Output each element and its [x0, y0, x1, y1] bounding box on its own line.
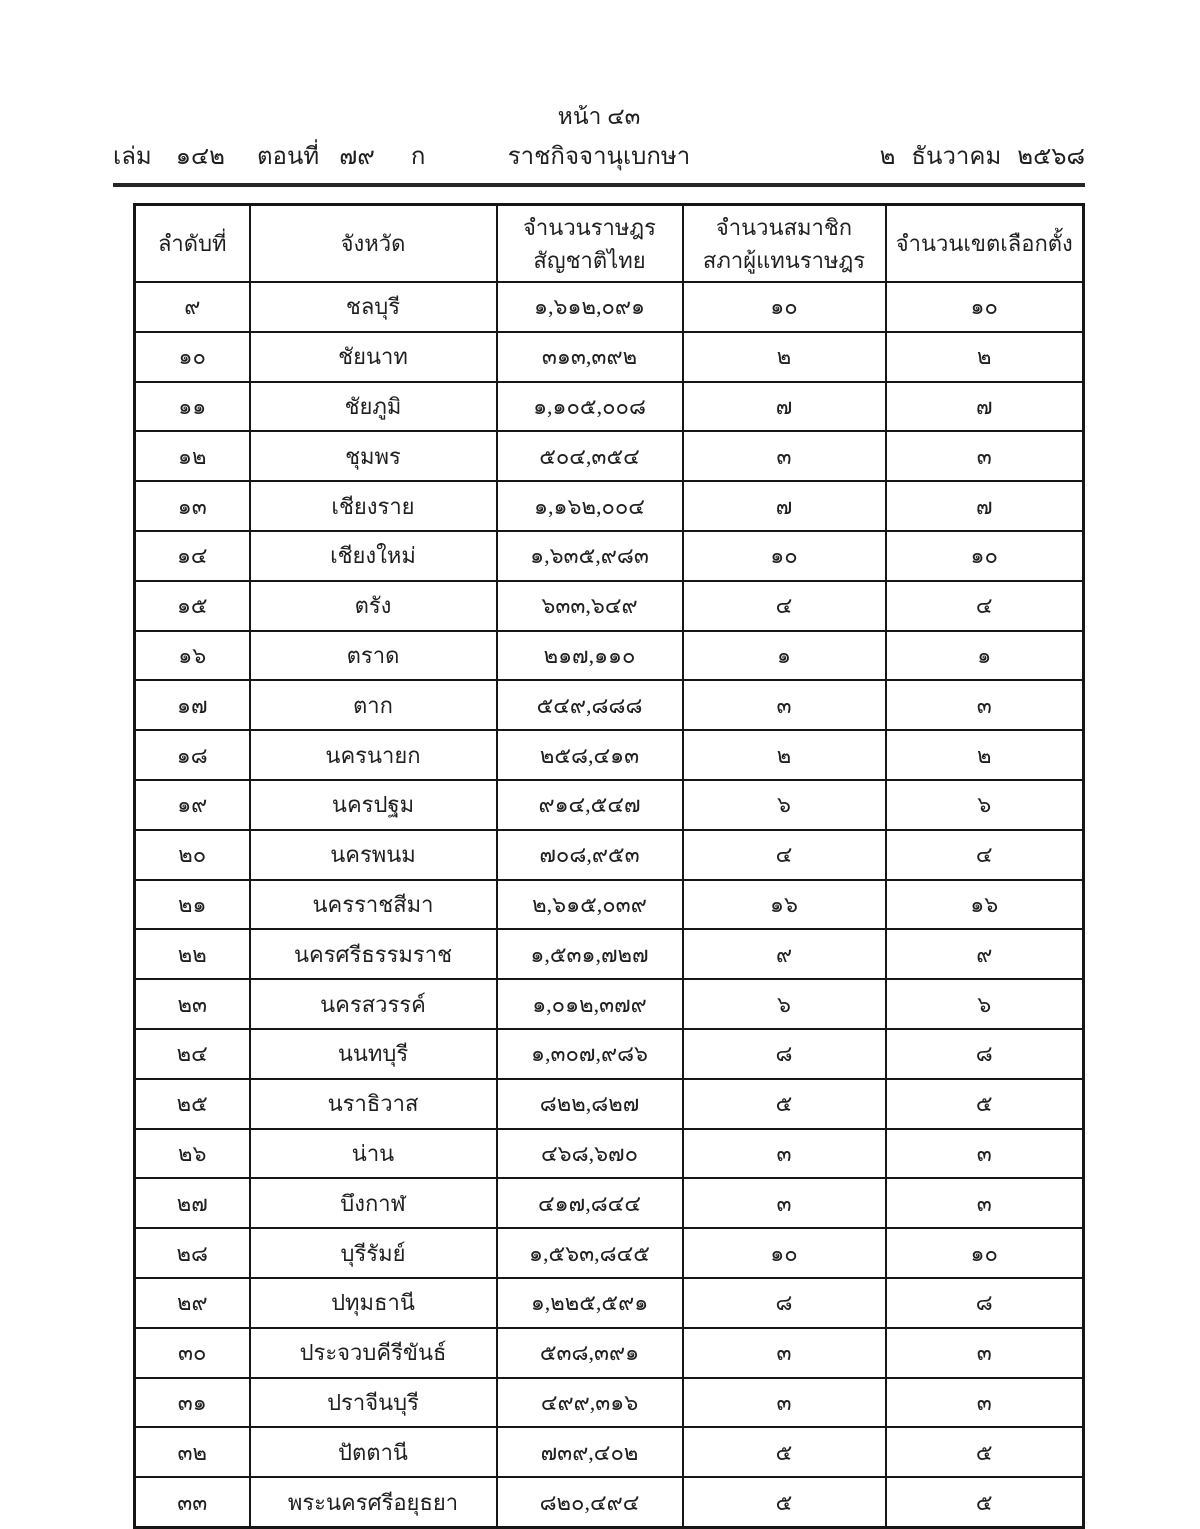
table-row [135, 431, 1084, 481]
cell-province: บุรีรัมย์ [250, 1228, 497, 1278]
volume-label: เล่ม [113, 144, 152, 170]
cell-province: ตรัง [250, 581, 497, 631]
cell-districts: ๓ [886, 680, 1084, 730]
table-row [135, 481, 1084, 531]
cell-province: เชียงใหม่ [250, 531, 497, 581]
cell-districts: ๕ [886, 1427, 1084, 1477]
cell-population: ๑,๕๖๓,๘๔๕ [497, 1228, 683, 1278]
cell-mps: ๑๐ [683, 1228, 886, 1278]
cell-index: ๒๔ [135, 1029, 250, 1079]
column-header-population [497, 205, 683, 283]
table-row [135, 1178, 1084, 1228]
cell-province: ชุมพร [250, 431, 497, 481]
cell-districts: ๙ [886, 929, 1084, 979]
page-number-label: หน้า ๔๓ [557, 104, 641, 129]
cell-index: ๒๙ [135, 1278, 250, 1328]
cell-mps: ๗ [683, 382, 886, 432]
cell-index: ๑๘ [135, 730, 250, 780]
cell-province: นนทบุรี [250, 1029, 497, 1079]
cell-districts: ๓ [886, 1378, 1084, 1428]
table-row [135, 979, 1084, 1029]
volume-part-info [113, 140, 508, 174]
table-row [135, 1378, 1084, 1428]
column-header-population-line1: จำนวนราษฎร [523, 214, 656, 240]
cell-index: ๓๑ [135, 1378, 250, 1428]
cell-index: ๒๓ [135, 979, 250, 1029]
cell-mps: ๕ [683, 1427, 886, 1477]
cell-districts: ๑๖ [886, 880, 1084, 930]
table-row [135, 929, 1084, 979]
cell-population: ๕๓๘,๓๙๑ [497, 1328, 683, 1378]
cell-districts: ๓ [886, 1129, 1084, 1179]
table-row [135, 1427, 1084, 1477]
cell-mps: ๑ [683, 631, 886, 681]
column-header-index: ลำดับที่ [135, 205, 250, 283]
table-header [135, 205, 1084, 283]
cell-index: ๑๔ [135, 531, 250, 581]
volume-number: ๑๔๒ [175, 144, 225, 170]
cell-mps: ๒ [683, 730, 886, 780]
cell-population: ๑,๐๑๒,๓๗๙ [497, 979, 683, 1029]
table-row [135, 581, 1084, 631]
cell-province: ปทุมธานี [250, 1278, 497, 1328]
cell-province: น่าน [250, 1129, 497, 1179]
cell-index: ๑๗ [135, 680, 250, 730]
cell-index: ๒๘ [135, 1228, 250, 1278]
table-row [135, 1129, 1084, 1179]
cell-districts: ๕ [886, 1477, 1084, 1527]
cell-mps: ๓ [683, 680, 886, 730]
cell-districts: ๔ [886, 830, 1084, 880]
gazette-meta-line [113, 140, 1085, 174]
table-row [135, 730, 1084, 780]
cell-population: ๑,๑๖๒,๐๐๔ [497, 481, 683, 531]
cell-population: ๒๑๗,๑๑๐ [497, 631, 683, 681]
cell-mps: ๗ [683, 481, 886, 531]
table-row [135, 282, 1084, 332]
cell-mps: ๑๖ [683, 880, 886, 930]
cell-mps: ๔ [683, 830, 886, 880]
table-row [135, 1278, 1084, 1328]
cell-population: ๗๐๘,๙๕๓ [497, 830, 683, 880]
page-header [113, 100, 1085, 174]
column-header-mps-line2: สภาผู้แทนราษฎร [702, 247, 866, 273]
table-row [135, 680, 1084, 730]
cell-mps: ๓ [683, 1129, 886, 1179]
cell-population: ๒๕๘,๔๑๓ [497, 730, 683, 780]
cell-districts: ๓ [886, 1178, 1084, 1228]
part-number: ๗๙ [339, 144, 375, 170]
cell-population: ๑,๖๓๕,๙๘๓ [497, 531, 683, 581]
cell-population: ๓๑๓,๓๙๒ [497, 332, 683, 382]
cell-districts: ๗ [886, 481, 1084, 531]
table-body [135, 282, 1084, 1527]
cell-mps: ๘ [683, 1029, 886, 1079]
table-row [135, 1228, 1084, 1278]
cell-mps: ๙ [683, 929, 886, 979]
cell-districts: ๒ [886, 730, 1084, 780]
cell-population: ๑,๒๒๕,๕๙๑ [497, 1278, 683, 1328]
cell-index: ๙ [135, 282, 250, 332]
table-row [135, 1029, 1084, 1079]
table-row [135, 780, 1084, 830]
cell-population: ๑,๑๐๕,๐๐๘ [497, 382, 683, 432]
cell-province: บึงกาฬ [250, 1178, 497, 1228]
cell-index: ๒๖ [135, 1129, 250, 1179]
table-row [135, 631, 1084, 681]
cell-province: ตาก [250, 680, 497, 730]
header-divider-rule [113, 183, 1085, 187]
cell-province: ตราด [250, 631, 497, 681]
cell-mps: ๕ [683, 1079, 886, 1129]
cell-mps: ๔ [683, 581, 886, 631]
cell-mps: ๖ [683, 780, 886, 830]
cell-mps: ๑๐ [683, 282, 886, 332]
cell-province: ประจวบคีรีขันธ์ [250, 1328, 497, 1378]
cell-province: นครสวรรค์ [250, 979, 497, 1029]
cell-population: ๕๐๔,๓๕๔ [497, 431, 683, 481]
cell-population: ๖๓๓,๖๔๙ [497, 581, 683, 631]
cell-province: นครปฐม [250, 780, 497, 830]
cell-index: ๑๖ [135, 631, 250, 681]
cell-districts: ๓ [886, 431, 1084, 481]
cell-province: นราธิวาส [250, 1079, 497, 1129]
cell-province: ชัยนาท [250, 332, 497, 382]
cell-districts: ๒ [886, 332, 1084, 382]
cell-mps: ๕ [683, 1477, 886, 1527]
part-label: ตอนที่ [256, 144, 320, 170]
cell-index: ๓๒ [135, 1427, 250, 1477]
cell-province: นครนายก [250, 730, 497, 780]
cell-index: ๓๓ [135, 1477, 250, 1527]
table-row [135, 382, 1084, 432]
cell-province: พระนครศรีอยุธยา [250, 1477, 497, 1527]
column-header-mps [683, 205, 886, 283]
cell-province: นครพนม [250, 830, 497, 880]
cell-districts: ๑๐ [886, 282, 1084, 332]
table-row [135, 830, 1084, 880]
cell-province: ชลบุรี [250, 282, 497, 332]
table-row [135, 1328, 1084, 1378]
cell-population: ๘๒๐,๔๙๔ [497, 1477, 683, 1527]
cell-districts: ๑ [886, 631, 1084, 681]
cell-province: นครศรีธรรมราช [250, 929, 497, 979]
cell-mps: ๘ [683, 1278, 886, 1328]
cell-index: ๑๐ [135, 332, 250, 382]
cell-index: ๑๕ [135, 581, 250, 631]
cell-population: ๔๖๘,๖๗๐ [497, 1129, 683, 1179]
cell-mps: ๓ [683, 1378, 886, 1428]
cell-mps: ๖ [683, 979, 886, 1029]
table-row [135, 880, 1084, 930]
cell-province: ชัยภูมิ [250, 382, 497, 432]
cell-districts: ๖ [886, 780, 1084, 830]
cell-districts: ๖ [886, 979, 1084, 1029]
gazette-date: ๒ ธันวาคม ๒๕๖๘ [879, 144, 1085, 170]
column-header-province: จังหวัด [250, 205, 497, 283]
cell-population: ๗๓๙,๔๐๒ [497, 1427, 683, 1477]
cell-population: ๑,๖๑๒,๐๙๑ [497, 282, 683, 332]
cell-index: ๑๙ [135, 780, 250, 830]
book-section: ก [410, 144, 426, 170]
province-seats-table [133, 203, 1085, 1529]
cell-districts: ๑๐ [886, 1228, 1084, 1278]
cell-index: ๒๗ [135, 1178, 250, 1228]
cell-population: ๘๒๒,๘๒๗ [497, 1079, 683, 1129]
cell-districts: ๓ [886, 1328, 1084, 1378]
table-header-row [135, 205, 1084, 283]
cell-population: ๑,๕๓๑,๗๒๗ [497, 929, 683, 979]
cell-index: ๒๑ [135, 880, 250, 930]
cell-districts: ๑๐ [886, 531, 1084, 581]
table-row [135, 1079, 1084, 1129]
province-table-container [133, 203, 1085, 1529]
cell-province: ปัตตานี [250, 1427, 497, 1477]
cell-districts: ๘ [886, 1278, 1084, 1328]
table-row [135, 332, 1084, 382]
column-header-population-line2: สัญชาติไทย [533, 247, 646, 273]
cell-mps: ๑๐ [683, 531, 886, 581]
cell-districts: ๕ [886, 1079, 1084, 1129]
cell-mps: ๓ [683, 1178, 886, 1228]
cell-index: ๒๐ [135, 830, 250, 880]
table-row [135, 531, 1084, 581]
cell-population: ๔๙๙,๓๑๖ [497, 1378, 683, 1428]
cell-districts: ๗ [886, 382, 1084, 432]
cell-mps: ๒ [683, 332, 886, 382]
cell-districts: ๔ [886, 581, 1084, 631]
cell-mps: ๓ [683, 431, 886, 481]
cell-population: ๔๑๗,๘๔๔ [497, 1178, 683, 1228]
cell-index: ๑๒ [135, 431, 250, 481]
cell-province: ปราจีนบุรี [250, 1378, 497, 1428]
cell-index: ๒๕ [135, 1079, 250, 1129]
cell-index: ๑๓ [135, 481, 250, 531]
cell-population: ๙๑๔,๕๔๗ [497, 780, 683, 830]
cell-population: ๒,๖๑๕,๐๓๙ [497, 880, 683, 930]
cell-index: ๓๐ [135, 1328, 250, 1378]
cell-mps: ๓ [683, 1328, 886, 1378]
cell-province: เชียงราย [250, 481, 497, 531]
cell-districts: ๘ [886, 1029, 1084, 1079]
gazette-title: ราชกิจจานุเบกษา [507, 144, 691, 170]
cell-population: ๕๔๙,๘๘๘ [497, 680, 683, 730]
cell-index: ๑๑ [135, 382, 250, 432]
cell-province: นครราชสีมา [250, 880, 497, 930]
cell-population: ๑,๓๐๗,๙๘๖ [497, 1029, 683, 1079]
cell-index: ๒๒ [135, 929, 250, 979]
column-header-districts: จำนวนเขตเลือกตั้ง [886, 205, 1084, 283]
column-header-mps-line1: จำนวนสมาชิก [715, 214, 853, 240]
